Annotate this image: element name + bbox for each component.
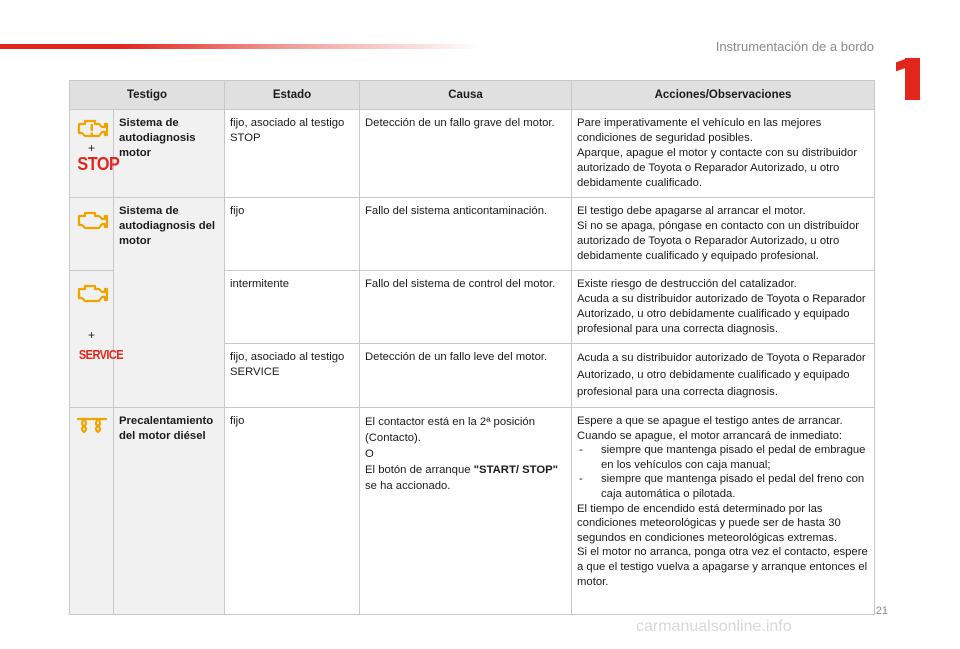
acciones-list — [577, 443, 869, 501]
list-item: - siempre que mantenga pisado el pedal del freno con caja automática o pilotada. — [577, 472, 869, 501]
engine-check-icon — [75, 208, 111, 234]
header-accent-bar — [0, 44, 480, 49]
acciones-outro: El tiempo de encendido está determinado por las condiciones meteorológicas y puede ser de hasta 30 segundos en condiciones meteorológicas extremas. Si el motor no arranca, ponga otra vez el contacto, espere a que el testigo vuelva a apagarse y arranque entonces el motor. — [577, 502, 868, 588]
acciones-cell — [572, 408, 875, 615]
acciones-cell: Existe riesgo de destrucción del catalizador. Acuda a su distribuidor autorizado de Toyota o Reparador Autorizado, u otro debidamente cualificado y equipado profesional para una correcta diagnosis. — [572, 271, 875, 344]
engine-warning-icon — [75, 116, 111, 142]
indicator-name: Sistema de autodiagnosis motor — [114, 110, 225, 198]
glow-plug-icon — [75, 416, 109, 434]
estado-cell: fijo, asociado al testigo SERVICE — [225, 344, 360, 408]
list-item: - siempre que mantenga pisado el pedal de embrague en los vehículos con caja manual; — [577, 443, 869, 472]
indicator-cell — [70, 198, 114, 271]
acciones-cell: Pare imperativamente el vehículo en las mejores condiciones de seguridad posibles. Aparque, apague el motor y contacte con su distribuidor autorizado de Toyota o Reparador Autorizado, u otro debidamente cualificado. — [572, 110, 875, 198]
column-header-testigo: Testigo — [70, 81, 225, 110]
acciones-cell: Acuda a su distribuidor autorizado de Toyota o Reparador Autorizado, u otro debidamente cualificado y equipado profesional para una correcta diagnosis. — [572, 344, 875, 408]
table-header-row — [70, 81, 875, 110]
causa-cell — [360, 408, 572, 615]
indicator-name: Precalentamiento del motor diésel — [114, 408, 225, 615]
causa-or: O — [365, 448, 374, 460]
table-row — [70, 198, 875, 271]
estado-cell: fijo, asociado al testigo STOP — [225, 110, 360, 198]
warning-lights-table — [69, 80, 875, 615]
table-row — [70, 110, 875, 198]
indicator-cell — [70, 408, 114, 615]
column-header-causa: Causa — [360, 81, 572, 110]
watermark: carmanualsonline.info — [636, 618, 792, 635]
column-header-estado: Estado — [225, 81, 360, 110]
indicator-name: Sistema de autodiagnosis del motor — [114, 198, 225, 408]
causa-cell: Fallo del sistema de control del motor. — [360, 271, 572, 344]
indicator-cell — [70, 271, 124, 408]
causa-line: El botón de arranque "START/ STOP" se ha accionado. — [365, 464, 559, 492]
acciones-intro: Espere a que se apague el testigo antes de arrancar. Cuando se apague, el motor arrancará de inmediato: — [577, 415, 843, 442]
causa-cell: Detección de un fallo grave del motor. — [360, 110, 572, 198]
engine-check-icon — [75, 281, 111, 307]
estado-cell: intermitente — [225, 271, 360, 344]
causa-cell: Fallo del sistema anticontaminación. — [360, 198, 572, 271]
section-title: Instrumentación de a bordo — [715, 39, 874, 54]
estado-cell: fijo — [225, 408, 360, 615]
table-row — [70, 408, 875, 615]
service-warning-icon: SERVICE — [78, 347, 124, 362]
causa-cell: Detección de un fallo leve del motor. — [360, 344, 572, 408]
indicator-cell — [70, 110, 120, 198]
chapter-number-badge — [896, 58, 920, 100]
plus-sign: + — [87, 328, 95, 342]
page-number: 21 — [875, 605, 888, 617]
causa-line: El contactor está en la 2ª posición (Contacto). — [365, 416, 535, 444]
acciones-cell: El testigo debe apagarse al arrancar el motor. Si no se apaga, póngase en contacto con un distribuidor autorizado de Toyota o Reparador Autorizado, u otro debidamente cualificado y equipado profesional. — [572, 198, 875, 271]
estado-cell: fijo — [225, 198, 360, 271]
stop-warning-icon: STOP — [77, 154, 120, 174]
plus-sign: + — [87, 141, 95, 155]
column-header-acciones: Acciones/Observaciones — [572, 81, 875, 110]
